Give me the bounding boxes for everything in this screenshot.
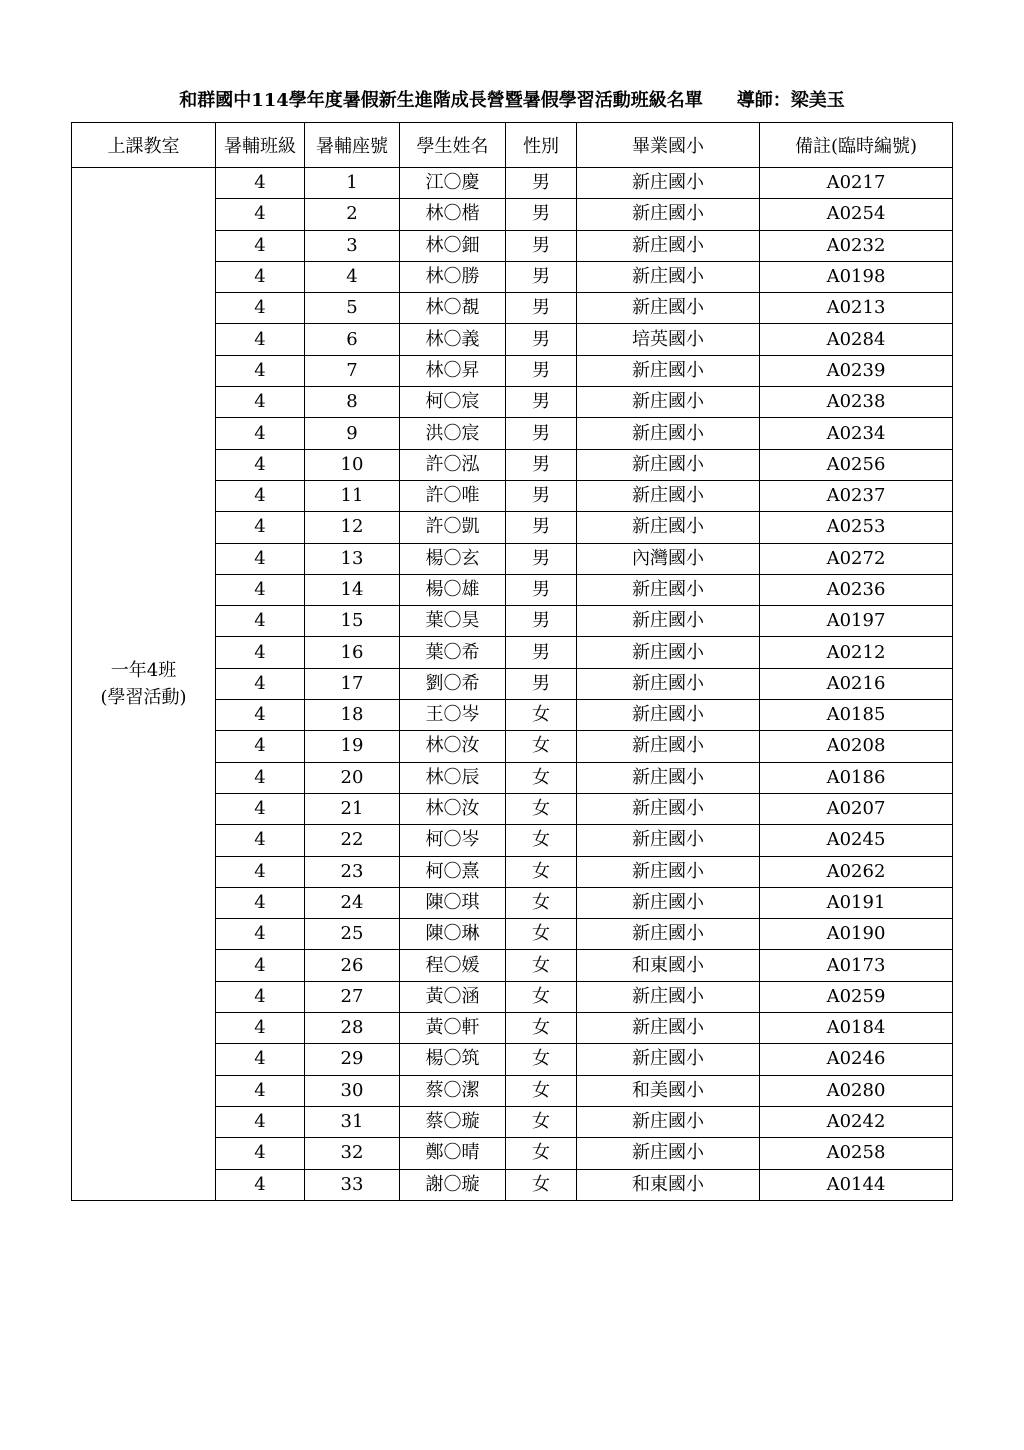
student-name-cell: 林〇汝 xyxy=(400,793,506,824)
seat-cell: 11 xyxy=(305,480,400,511)
school-cell: 新庄國小 xyxy=(577,731,760,762)
title-text: 和群國中114學年度暑假新生進階成長營暨暑假學習活動班級名單 xyxy=(179,90,703,111)
remark-cell: A0262 xyxy=(760,856,953,887)
school-cell: 新庄國小 xyxy=(577,762,760,793)
gender-cell: 男 xyxy=(506,543,577,574)
school-cell: 新庄國小 xyxy=(577,793,760,824)
class-cell: 4 xyxy=(216,1075,305,1106)
class-roster-table xyxy=(71,122,953,1201)
class-cell: 4 xyxy=(216,731,305,762)
remark-cell: A0207 xyxy=(760,793,953,824)
school-cell: 新庄國小 xyxy=(577,199,760,230)
class-cell: 4 xyxy=(216,480,305,511)
class-cell: 4 xyxy=(216,355,305,386)
school-cell: 新庄國小 xyxy=(577,387,760,418)
gender-cell: 女 xyxy=(506,700,577,731)
seat-cell: 17 xyxy=(305,668,400,699)
remark-cell: A0245 xyxy=(760,825,953,856)
class-cell: 4 xyxy=(216,856,305,887)
remark-cell: A0190 xyxy=(760,919,953,950)
seat-cell: 4 xyxy=(305,261,400,292)
school-cell: 內灣國小 xyxy=(577,543,760,574)
class-cell: 4 xyxy=(216,919,305,950)
student-name-cell: 葉〇昊 xyxy=(400,606,506,637)
gender-cell: 男 xyxy=(506,387,577,418)
gender-cell: 女 xyxy=(506,887,577,918)
gender-cell: 男 xyxy=(506,324,577,355)
seat-cell: 2 xyxy=(305,199,400,230)
seat-cell: 30 xyxy=(305,1075,400,1106)
remark-cell: A0173 xyxy=(760,950,953,981)
header-class: 暑輔班級 xyxy=(216,123,305,168)
class-cell: 4 xyxy=(216,637,305,668)
class-cell: 4 xyxy=(216,1044,305,1075)
gender-cell: 女 xyxy=(506,856,577,887)
header-student-name: 學生姓名 xyxy=(400,123,506,168)
seat-cell: 27 xyxy=(305,981,400,1012)
class-cell: 4 xyxy=(216,574,305,605)
school-cell: 和東國小 xyxy=(577,1169,760,1200)
gender-cell: 男 xyxy=(506,606,577,637)
student-name-cell: 林〇鈿 xyxy=(400,230,506,261)
seat-cell: 26 xyxy=(305,950,400,981)
student-name-cell: 楊〇玄 xyxy=(400,543,506,574)
school-cell: 新庄國小 xyxy=(577,700,760,731)
student-name-cell: 葉〇希 xyxy=(400,637,506,668)
gender-cell: 男 xyxy=(506,574,577,605)
gender-cell: 女 xyxy=(506,1075,577,1106)
table-header-row xyxy=(72,123,953,168)
school-cell: 新庄國小 xyxy=(577,512,760,543)
seat-cell: 12 xyxy=(305,512,400,543)
seat-cell: 31 xyxy=(305,1106,400,1137)
school-cell: 新庄國小 xyxy=(577,574,760,605)
class-cell: 4 xyxy=(216,543,305,574)
gender-cell: 女 xyxy=(506,1169,577,1200)
class-cell: 4 xyxy=(216,449,305,480)
seat-cell: 24 xyxy=(305,887,400,918)
class-cell: 4 xyxy=(216,1106,305,1137)
school-cell: 新庄國小 xyxy=(577,480,760,511)
gender-cell: 男 xyxy=(506,199,577,230)
class-cell: 4 xyxy=(216,199,305,230)
classroom-line1: 一年4班 xyxy=(110,659,177,681)
seat-cell: 33 xyxy=(305,1169,400,1200)
remark-cell: A0197 xyxy=(760,606,953,637)
student-name-cell: 鄭〇晴 xyxy=(400,1138,506,1169)
class-cell: 4 xyxy=(216,825,305,856)
gender-cell: 女 xyxy=(506,1044,577,1075)
school-cell: 新庄國小 xyxy=(577,293,760,324)
gender-cell: 男 xyxy=(506,168,577,199)
gender-cell: 女 xyxy=(506,825,577,856)
remark-cell: A0254 xyxy=(760,199,953,230)
header-elementary-school: 畢業國小 xyxy=(577,123,760,168)
remark-cell: A0280 xyxy=(760,1075,953,1106)
class-cell: 4 xyxy=(216,1013,305,1044)
remark-cell: A0216 xyxy=(760,668,953,699)
teacher-name: 導師：梁美玉 xyxy=(736,90,845,111)
remark-cell: A0144 xyxy=(760,1169,953,1200)
student-name-cell: 柯〇宸 xyxy=(400,387,506,418)
seat-cell: 14 xyxy=(305,574,400,605)
document-title xyxy=(72,86,952,116)
class-cell: 4 xyxy=(216,981,305,1012)
class-cell: 4 xyxy=(216,387,305,418)
class-cell: 4 xyxy=(216,261,305,292)
remark-cell: A0236 xyxy=(760,574,953,605)
student-name-cell: 柯〇岑 xyxy=(400,825,506,856)
remark-cell: A0213 xyxy=(760,293,953,324)
gender-cell: 男 xyxy=(506,449,577,480)
student-name-cell: 洪〇宸 xyxy=(400,418,506,449)
gender-cell: 女 xyxy=(506,762,577,793)
class-cell: 4 xyxy=(216,1138,305,1169)
school-cell: 新庄國小 xyxy=(577,1044,760,1075)
student-name-cell: 程〇媛 xyxy=(400,950,506,981)
gender-cell: 男 xyxy=(506,668,577,699)
remark-cell: A0232 xyxy=(760,230,953,261)
student-name-cell: 黃〇軒 xyxy=(400,1013,506,1044)
gender-cell: 男 xyxy=(506,512,577,543)
gender-cell: 女 xyxy=(506,731,577,762)
class-cell: 4 xyxy=(216,762,305,793)
remark-cell: A0186 xyxy=(760,762,953,793)
student-name-cell: 林〇昇 xyxy=(400,355,506,386)
student-name-cell: 柯〇熹 xyxy=(400,856,506,887)
school-cell: 新庄國小 xyxy=(577,449,760,480)
seat-cell: 18 xyxy=(305,700,400,731)
gender-cell: 男 xyxy=(506,418,577,449)
remark-cell: A0242 xyxy=(760,1106,953,1137)
school-cell: 新庄國小 xyxy=(577,230,760,261)
class-cell: 4 xyxy=(216,324,305,355)
gender-cell: 女 xyxy=(506,793,577,824)
remark-cell: A0246 xyxy=(760,1044,953,1075)
seat-cell: 16 xyxy=(305,637,400,668)
student-name-cell: 劉〇希 xyxy=(400,668,506,699)
gender-cell: 女 xyxy=(506,1013,577,1044)
gender-cell: 女 xyxy=(506,919,577,950)
gender-cell: 男 xyxy=(506,293,577,324)
school-cell: 新庄國小 xyxy=(577,981,760,1012)
school-cell: 新庄國小 xyxy=(577,418,760,449)
class-cell: 4 xyxy=(216,230,305,261)
seat-cell: 7 xyxy=(305,355,400,386)
gender-cell: 女 xyxy=(506,1106,577,1137)
seat-cell: 15 xyxy=(305,606,400,637)
student-name-cell: 陳〇琪 xyxy=(400,887,506,918)
remark-cell: A0191 xyxy=(760,887,953,918)
student-name-cell: 楊〇雄 xyxy=(400,574,506,605)
student-name-cell: 陳〇琳 xyxy=(400,919,506,950)
seat-cell: 6 xyxy=(305,324,400,355)
class-cell: 4 xyxy=(216,168,305,199)
remark-cell: A0253 xyxy=(760,512,953,543)
remark-cell: A0185 xyxy=(760,700,953,731)
class-cell: 4 xyxy=(216,700,305,731)
class-cell: 4 xyxy=(216,887,305,918)
school-cell: 培英國小 xyxy=(577,324,760,355)
gender-cell: 男 xyxy=(506,230,577,261)
remark-cell: A0198 xyxy=(760,261,953,292)
student-name-cell: 林〇辰 xyxy=(400,762,506,793)
student-name-cell: 蔡〇潔 xyxy=(400,1075,506,1106)
school-cell: 新庄國小 xyxy=(577,355,760,386)
student-name-cell: 許〇唯 xyxy=(400,480,506,511)
school-cell: 新庄國小 xyxy=(577,856,760,887)
school-cell: 新庄國小 xyxy=(577,261,760,292)
class-cell: 4 xyxy=(216,606,305,637)
school-cell: 和美國小 xyxy=(577,1075,760,1106)
remark-cell: A0239 xyxy=(760,355,953,386)
school-cell: 新庄國小 xyxy=(577,919,760,950)
seat-cell: 20 xyxy=(305,762,400,793)
gender-cell: 男 xyxy=(506,637,577,668)
header-gender: 性別 xyxy=(506,123,577,168)
remark-cell: A0272 xyxy=(760,543,953,574)
remark-cell: A0284 xyxy=(760,324,953,355)
student-name-cell: 許〇凱 xyxy=(400,512,506,543)
remark-cell: A0259 xyxy=(760,981,953,1012)
student-name-cell: 楊〇筑 xyxy=(400,1044,506,1075)
student-name-cell: 江〇慶 xyxy=(400,168,506,199)
school-cell: 和東國小 xyxy=(577,950,760,981)
header-classroom: 上課教室 xyxy=(72,123,216,168)
school-cell: 新庄國小 xyxy=(577,1106,760,1137)
seat-cell: 8 xyxy=(305,387,400,418)
remark-cell: A0212 xyxy=(760,637,953,668)
header-seat: 暑輔座號 xyxy=(305,123,400,168)
seat-cell: 22 xyxy=(305,825,400,856)
remark-cell: A0234 xyxy=(760,418,953,449)
gender-cell: 女 xyxy=(506,981,577,1012)
seat-cell: 29 xyxy=(305,1044,400,1075)
student-name-cell: 林〇汝 xyxy=(400,731,506,762)
school-cell: 新庄國小 xyxy=(577,1013,760,1044)
school-cell: 新庄國小 xyxy=(577,1138,760,1169)
student-name-cell: 王〇岑 xyxy=(400,700,506,731)
student-name-cell: 林〇覩 xyxy=(400,293,506,324)
student-name-cell: 黃〇涵 xyxy=(400,981,506,1012)
remark-cell: A0208 xyxy=(760,731,953,762)
seat-cell: 5 xyxy=(305,293,400,324)
school-cell: 新庄國小 xyxy=(577,606,760,637)
seat-cell: 32 xyxy=(305,1138,400,1169)
remark-cell: A0184 xyxy=(760,1013,953,1044)
seat-cell: 21 xyxy=(305,793,400,824)
seat-cell: 13 xyxy=(305,543,400,574)
remark-cell: A0237 xyxy=(760,480,953,511)
school-cell: 新庄國小 xyxy=(577,168,760,199)
table-row xyxy=(72,168,953,199)
remark-cell: A0238 xyxy=(760,387,953,418)
seat-cell: 19 xyxy=(305,731,400,762)
remark-cell: A0217 xyxy=(760,168,953,199)
seat-cell: 23 xyxy=(305,856,400,887)
student-name-cell: 許〇泓 xyxy=(400,449,506,480)
gender-cell: 男 xyxy=(506,480,577,511)
classroom-line2: (學習活動) xyxy=(100,686,187,708)
gender-cell: 男 xyxy=(506,261,577,292)
classroom-cell xyxy=(72,168,216,1201)
gender-cell: 女 xyxy=(506,950,577,981)
class-cell: 4 xyxy=(216,1169,305,1200)
student-name-cell: 林〇義 xyxy=(400,324,506,355)
seat-cell: 28 xyxy=(305,1013,400,1044)
school-cell: 新庄國小 xyxy=(577,637,760,668)
class-cell: 4 xyxy=(216,293,305,324)
gender-cell: 女 xyxy=(506,1138,577,1169)
seat-cell: 1 xyxy=(305,168,400,199)
seat-cell: 10 xyxy=(305,449,400,480)
student-name-cell: 林〇楷 xyxy=(400,199,506,230)
seat-cell: 25 xyxy=(305,919,400,950)
gender-cell: 男 xyxy=(506,355,577,386)
class-cell: 4 xyxy=(216,512,305,543)
student-name-cell: 蔡〇璇 xyxy=(400,1106,506,1137)
student-name-cell: 林〇勝 xyxy=(400,261,506,292)
student-name-cell: 謝〇璇 xyxy=(400,1169,506,1200)
seat-cell: 3 xyxy=(305,230,400,261)
seat-cell: 9 xyxy=(305,418,400,449)
class-cell: 4 xyxy=(216,950,305,981)
class-cell: 4 xyxy=(216,668,305,699)
remark-cell: A0256 xyxy=(760,449,953,480)
school-cell: 新庄國小 xyxy=(577,668,760,699)
school-cell: 新庄國小 xyxy=(577,825,760,856)
class-cell: 4 xyxy=(216,418,305,449)
class-cell: 4 xyxy=(216,793,305,824)
table-body xyxy=(72,168,953,1201)
header-remarks: 備註(臨時編號) xyxy=(760,123,953,168)
school-cell: 新庄國小 xyxy=(577,887,760,918)
remark-cell: A0258 xyxy=(760,1138,953,1169)
